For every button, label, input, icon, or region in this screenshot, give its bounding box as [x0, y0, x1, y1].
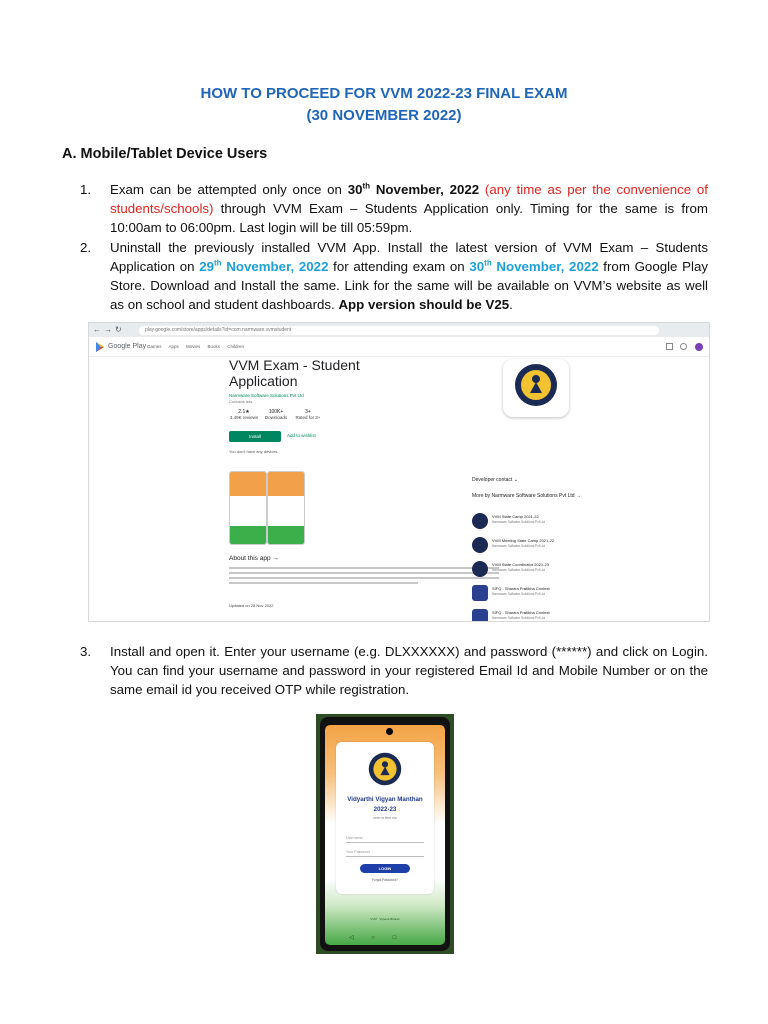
wishlist-link: Add to wishlist [287, 433, 316, 438]
google-play-icon [95, 342, 105, 352]
phone-body [320, 717, 450, 951]
app-icon [503, 359, 569, 417]
login-button: LOGIN [360, 864, 410, 873]
instruction-item-2 [80, 238, 708, 316]
browser-nav-icons: ←→↻ [93, 325, 125, 334]
item-number: 3. [80, 644, 92, 659]
instruction-item-3 [80, 642, 708, 702]
camera-dot [386, 728, 393, 735]
vvm-emblem-icon [368, 752, 402, 786]
install-date: 29th November, 2022 [199, 258, 329, 274]
item-text: Install and open it. Enter your username (e.g. DLXXXXXX) and password (******) and click on Login. You can find your username and password in your registered Email Id and Mobile Number or on the same email id you received OTP while registration. [110, 644, 708, 697]
exam-date: 30th November, 2022 [469, 258, 599, 274]
developer-contact: Developer contact ⌄ [472, 477, 518, 483]
install-button: Install [229, 431, 281, 442]
related-app: SIFQ - Shastra Pratibha Contest Narmware Software Solutions Pvt Ltd [472, 585, 592, 605]
item-text: Uninstall the previously installed VVM App. Install the latest version of VVM Exam – Students Application on 29th November, 2022 for attending exam on 30th November, 2022 from Google Play Store. Download and Install the same. Link for the same will be available on VVM’s website as well as on school and student dashboards. App version should be V25. [110, 240, 708, 312]
avatar [695, 343, 703, 351]
help-icon [666, 343, 673, 350]
text-run: Exam can be attempted only once on [110, 182, 348, 197]
item-number: 2. [80, 240, 92, 255]
screen-footer: VVM · Vijnana Bharati [370, 917, 400, 921]
search-icon [680, 343, 687, 350]
no-devices-note: You don't have any devices [229, 449, 278, 454]
related-app: SIFQ - Shastra Pratibha Contest Narmware Software Solutions Pvt Ltd [472, 609, 592, 622]
stat-downloads: 100K+ Downloads [264, 409, 288, 420]
more-by-developer: More by Narmware Software Solutions Pvt Ltd → [472, 493, 581, 499]
google-play-header [89, 337, 709, 357]
phone-photo [316, 714, 454, 954]
org-name: Vidyarthi Vigyan Manthan [347, 796, 423, 803]
related-app: VVM Meeting State Camp 2021-22 Narmware Software Solutions Pvt Ltd [472, 537, 592, 557]
org-year: 2022-23 [373, 806, 397, 813]
about-heading: About this app → [229, 555, 279, 562]
text-run: Uninstall the previously installed VVM App. Install the latest version of VVM Exam – Students Application on [110, 240, 708, 274]
text-run: through VVM Exam – Students Application only. Timing for the same is from 10:00am to 06:00pm. Last login will be till 05:59pm. [110, 201, 708, 235]
developer-sub: Contains ads [229, 399, 253, 404]
stat-rating: 2.1★ 3.49K reviews [229, 409, 259, 420]
item-text [110, 180, 708, 237]
playstore-screenshot [88, 322, 710, 622]
address-bar: play.google.com/store/apps/details?id=com.narmware.vvmstudent [139, 326, 659, 335]
related-app: VVM State Camp 2021-22 Narmware Software Solutions Pvt Ltd [472, 513, 592, 533]
store-name: Google Play [108, 343, 147, 350]
android-nav-icons: ◁ ○ □ [349, 935, 397, 941]
related-app: VVM State Coordinator 2021-23 Narmware Software Solutions Pvt Ltd [472, 561, 592, 581]
item-number: 1. [80, 182, 92, 197]
phone-screen [325, 725, 445, 945]
stat-rated: 3+ Rated for 3+ [295, 409, 321, 420]
date-bold: 30th November, 2022 [347, 181, 480, 197]
section-heading: A. Mobile/Tablet Device Users [62, 146, 268, 162]
red-note: (any time as per the convenience of students/schools) [110, 182, 708, 216]
screenshot-thumb [267, 471, 305, 545]
browser-toolbar [89, 323, 709, 337]
text-run: from Google Play Store. Download and Install the same. Link for the same will be available on VVM’s website as well as on school and student dashboards. [110, 259, 708, 312]
developer-name: Narmware Software Solutions Pvt Ltd [229, 393, 304, 398]
about-text-lines [229, 567, 499, 597]
org-tagline: नवाचार का विज्ञान मंथन [372, 816, 398, 820]
app-version-note: App version should be V25 [338, 297, 510, 312]
password-input: Your Password [346, 848, 424, 857]
updated-date: Updated on 28 Nov 2022 [229, 603, 274, 608]
vvm-emblem-icon [514, 363, 558, 407]
login-card [336, 742, 434, 894]
page-title-line2: (30 NOVEMBER 2022) [306, 107, 462, 124]
screenshot-thumb [229, 471, 267, 545]
instruction-item-1 [80, 180, 708, 240]
text-run: for attending exam on [328, 259, 470, 274]
forgot-password-link: Forgot Password? [372, 878, 398, 882]
app-title: VVM Exam - Student Application [229, 357, 360, 389]
page-title-line1: HOW TO PROCEED FOR VVM 2022-23 FINAL EXAM [200, 85, 568, 102]
username-input: Username [346, 834, 424, 843]
store-tabs: Games Apps Movies Books Children [147, 344, 245, 349]
